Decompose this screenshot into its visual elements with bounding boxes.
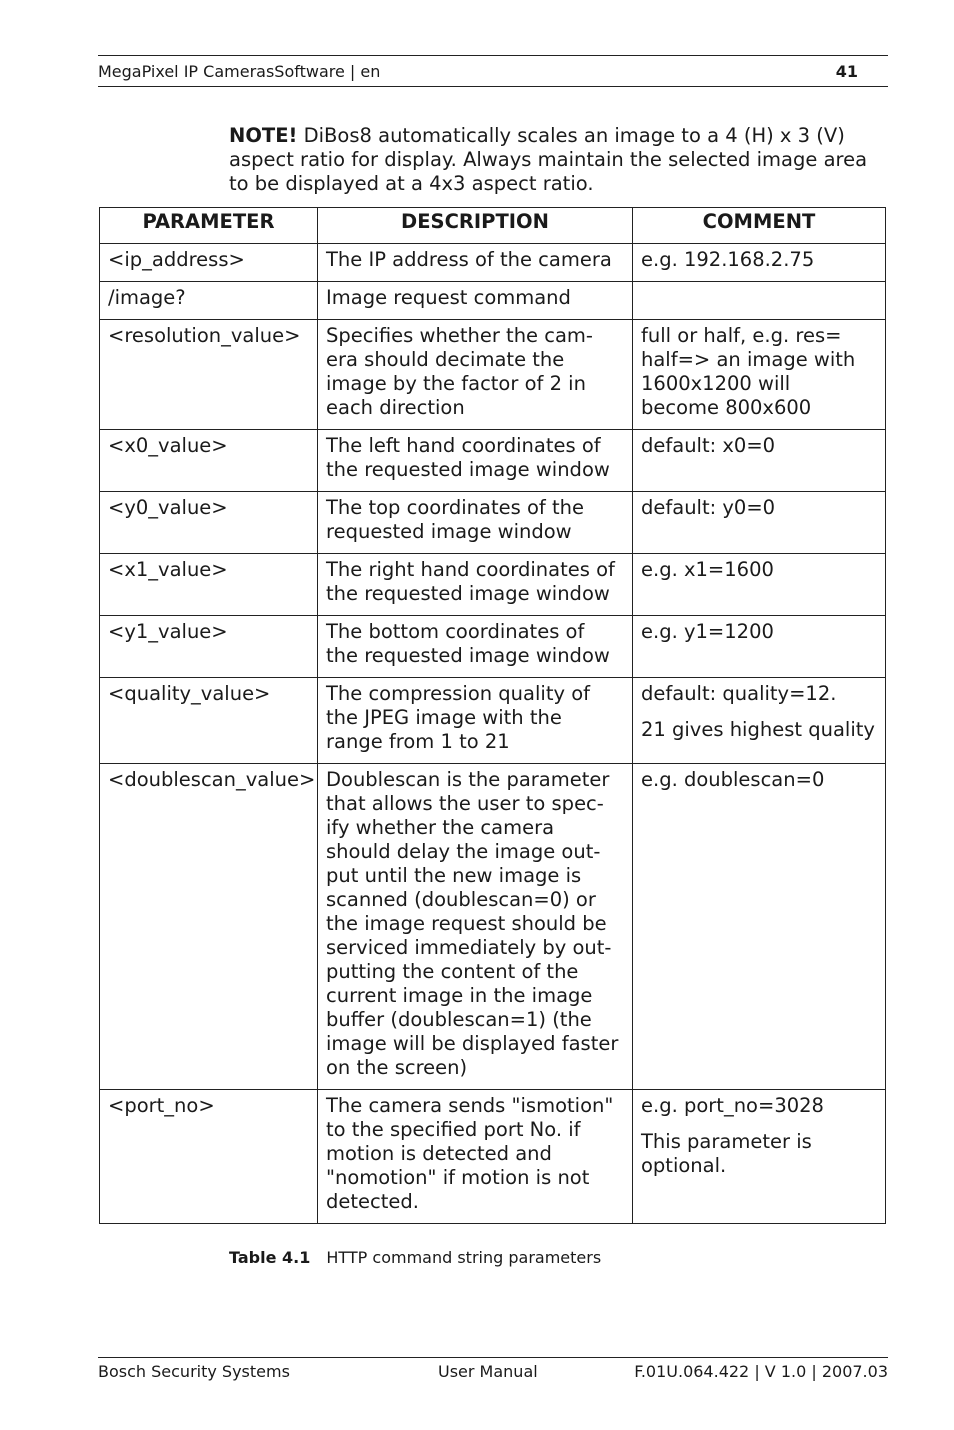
comment-cell (633, 244, 886, 282)
comment-text: e.g. port_no=3028 (641, 1094, 824, 1117)
comment-cell (633, 764, 886, 1090)
description-cell: The top coordinates of the requested image window (318, 492, 633, 554)
param-cell: <y0_value> (100, 492, 318, 554)
param-cell: <doublescan_value> (100, 764, 318, 1090)
description-cell: The IP address of the camera (318, 244, 633, 282)
page-number: 41 (835, 62, 858, 81)
page-footer (98, 1357, 888, 1387)
comment-cell (633, 678, 886, 764)
footer-company: Bosch Security Systems (98, 1362, 290, 1381)
comment-text: full or half, e.g. res= half=> an image with 1600x1200 will become 800x600 (641, 324, 856, 419)
table-row (100, 764, 886, 1090)
description-cell: Specifies whether the cam- era should decimate the image by the factor of 2 in each direction (318, 320, 633, 430)
table-row (100, 430, 886, 492)
table-row (100, 492, 886, 554)
comment-text: e.g. 192.168.2.75 (641, 248, 815, 271)
caption-label: Table 4.1 (229, 1248, 311, 1267)
comment-cell (633, 616, 886, 678)
comment-text: default: y0=0 (641, 496, 776, 519)
table-header-row (100, 208, 886, 244)
note-text: DiBos8 automatically scales an image to a 4 (H) x 3 (V) aspect ratio for display. Always maintain the selected image area to be displayed at a 4x3 aspect ratio. (229, 124, 868, 195)
comment-text: default: x0=0 (641, 434, 776, 457)
description-cell: Doublescan is the parameter that allows the user to spec- ify whether the camera should delay the image out- put until the new image is scanned (doublescan=0) or the image request should be serviced immediately by out- putting the content of the current image in the image buffer (doublescan=1) (the image will be displayed faster on the screen) (318, 764, 633, 1090)
description-cell: The compression quality of the JPEG image with the range from 1 to 21 (318, 678, 633, 764)
comment-cell (633, 1090, 886, 1224)
table-row (100, 1090, 886, 1224)
description-cell: The camera sends "ismotion" to the specified port No. if motion is detected and "nomotion" if motion is not detected. (318, 1090, 633, 1224)
parameters-table (99, 207, 886, 1224)
param-cell: <x1_value> (100, 554, 318, 616)
param-cell: <port_no> (100, 1090, 318, 1224)
comment-text: default: quality=12. (641, 682, 837, 705)
param-cell: <y1_value> (100, 616, 318, 678)
comment-text: e.g. y1=1200 (641, 620, 774, 643)
header-description: DESCRIPTION (318, 208, 633, 244)
comment-extra-text: 21 gives highest quality (641, 718, 875, 741)
comment-cell (633, 430, 886, 492)
param-cell: /image? (100, 282, 318, 320)
comment-cell (633, 554, 886, 616)
footer-doc-type: User Manual (438, 1362, 538, 1381)
description-cell: The right hand coordinates of the requested image window (318, 554, 633, 616)
table-row (100, 320, 886, 430)
header-title: MegaPixel IP CamerasSoftware | en (98, 62, 381, 81)
param-cell: <resolution_value> (100, 320, 318, 430)
table-row (100, 554, 886, 616)
description-cell: The bottom coordinates of the requested image window (318, 616, 633, 678)
description-cell: Image request command (318, 282, 633, 320)
page-header (98, 55, 888, 87)
caption-text: HTTP command string parameters (326, 1248, 602, 1267)
comment-cell (633, 492, 886, 554)
comment-cell (633, 282, 886, 320)
table-row (100, 678, 886, 764)
table-row (100, 616, 886, 678)
table-row (100, 244, 886, 282)
comment-text: e.g. doublescan=0 (641, 768, 825, 791)
param-cell: <quality_value> (100, 678, 318, 764)
comment-text: e.g. x1=1600 (641, 558, 774, 581)
footer-doc-id: F.01U.064.422 | V 1.0 | 2007.03 (634, 1362, 888, 1381)
table-row (100, 282, 886, 320)
param-cell: <ip_address> (100, 244, 318, 282)
table-caption (229, 1248, 601, 1267)
comment-cell (633, 320, 886, 430)
param-cell: <x0_value> (100, 430, 318, 492)
note-paragraph (229, 124, 879, 196)
header-parameter: PARAMETER (100, 208, 318, 244)
note-label: NOTE! (229, 124, 298, 147)
header-comment: COMMENT (633, 208, 886, 244)
description-cell: The left hand coordinates of the requested image window (318, 430, 633, 492)
comment-extra-text: This parameter is optional. (641, 1130, 812, 1177)
